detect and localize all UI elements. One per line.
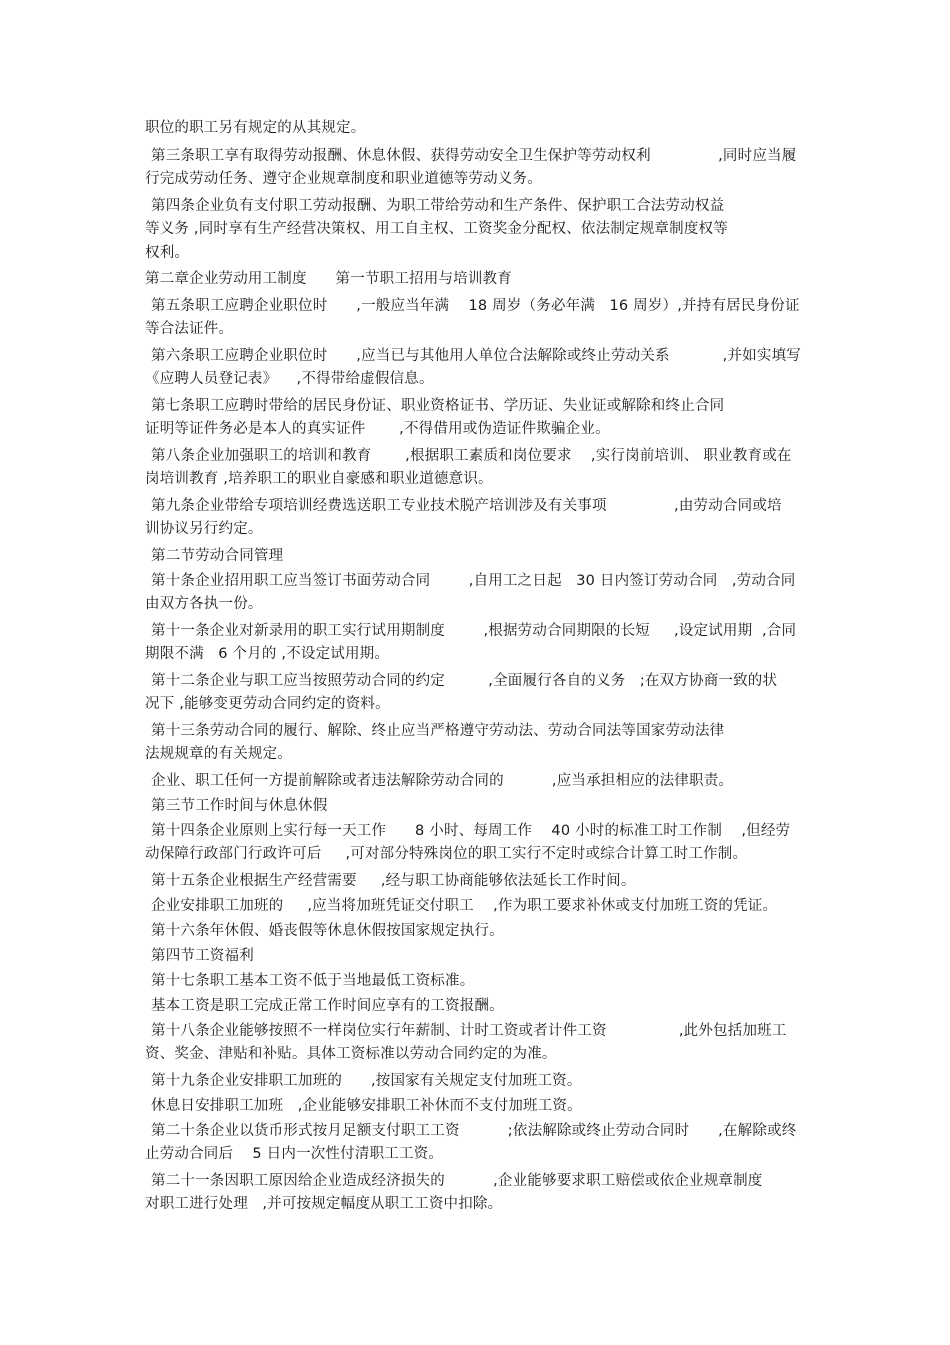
text-line: 权利。	[145, 245, 190, 261]
text-line: 动保障行政部门行政许可后 ,可对部分特殊岗位的职工实行不定时或综合计算工时工作制。	[145, 846, 748, 862]
text-line: 第十四条企业原则上实行每一天工作 8 小时、每周工作 40 小时的标准工时工作制 ,但经劳	[151, 823, 791, 839]
text-line: 法规规章的有关规定。	[145, 746, 292, 762]
text-line: 第十五条企业根据生产经营需要 ,经与职工协商能够依法延长工作时间。	[151, 873, 636, 889]
text-line: 休息日安排职工加班 ,企业能够安排职工补休而不支付加班工资。	[151, 1098, 582, 1114]
text-line: 第十七条职工基本工资不低于当地最低工资标准。	[151, 973, 475, 989]
text-line: 第五条职工应聘企业职位时 ,一般应当年满 18 周岁（务必年满 16 周岁）,并持有居民身份证	[151, 298, 800, 314]
text-line: 等义务 ,同时享有生产经营决策权、用工自主权、工资奖金分配权、依法制定规章制度权等	[145, 221, 728, 237]
text-line: 第三条职工享有取得劳动报酬、休息休假、获得劳动安全卫生保护等劳动权利 ,同时应当履	[151, 148, 797, 164]
text-line: 训协议另行约定。	[145, 521, 263, 537]
text-line: 第八条企业加强职工的培训和教育 ,根据职工素质和岗位要求 ,实行岗前培训、 职业教育或在	[151, 448, 792, 464]
text-line: 职位的职工另有规定的从其规定。	[145, 120, 366, 136]
text-line: 岗培训教育 ,培养职工的职业自豪感和职业道德意识。	[145, 471, 493, 487]
text-line: 第九条企业带给专项培训经费选送职工专业技术脱产培训涉及有关事项 ,由劳动合同或培	[151, 498, 782, 514]
text-line: 对职工进行处理 ,并可按规定幅度从职工工资中扣除。	[145, 1196, 503, 1212]
text-line: 行完成劳动任务、遵守企业规章制度和职业道德等劳动义务。	[145, 171, 542, 187]
text-line: 期限不满 6 个月的 ,不设定试用期。	[145, 646, 390, 662]
section-heading: 第三节工作时间与休息休假	[151, 798, 328, 814]
text-line: 第七条职工应聘时带给的居民身份证、职业资格证书、学历证、失业证或解除和终止合同	[151, 398, 725, 414]
section-heading: 第二章企业劳动用工制度 第一节职工招用与培训教育	[145, 271, 512, 287]
text-line: 证明等证件务必是本人的真实证件 ,不得借用或伪造证件欺骗企业。	[145, 421, 610, 437]
text-line: 第二十条企业以货币形式按月足额支付职工工资 ;依法解除或终止劳动合同时 ,在解除或终	[151, 1123, 797, 1139]
text-line: 第四条企业负有支付职工劳动报酬、为职工带给劳动和生产条件、保护职工合法劳动权益	[151, 198, 725, 214]
text-line: 第二十一条因职工原因给企业造成经济损失的 ,企业能够要求职工赔偿或依企业规章制度	[151, 1173, 763, 1189]
text-line: 企业安排职工加班的 ,应当将加班凭证交付职工 ,作为职工要求补休或支付加班工资的凭证。	[151, 898, 778, 914]
text-line: 第十九条企业安排职工加班的 ,按国家有关规定支付加班工资。	[151, 1073, 582, 1089]
text-line: 第十六条年休假、婚丧假等休息休假按国家规定执行。	[151, 923, 504, 939]
text-line: 《应聘人员登记表》 ,不得带给虚假信息。	[145, 371, 434, 387]
text-line: 资、奖金、津贴和补贴。具体工资标准以劳动合同约定的为准。	[145, 1046, 557, 1062]
text-line: 况下 ,能够变更劳动合同约定的资料。	[145, 696, 390, 712]
text-line: 第十八条企业能够按照不一样岗位实行年薪制、计时工资或者计件工资 ,此外包括加班工	[151, 1023, 787, 1039]
text-line: 第十二条企业与职工应当按照劳动合同的约定 ,全面履行各自的义务 ;在双方协商一致的状	[151, 673, 778, 689]
text-line: 第十一条企业对新录用的职工实行试用期制度 ,根据劳动合同期限的长短 ,设定试用期 ,合同	[151, 623, 797, 639]
section-heading: 第四节工资福利	[151, 948, 254, 964]
text-line: 第六条职工应聘企业职位时 ,应当已与其他用人单位合法解除或终止劳动关系 ,并如实填写	[151, 348, 801, 364]
text-line: 止劳动合同后 5 日内一次性付清职工工资。	[145, 1146, 444, 1162]
text-line: 第十条企业招用职工应当签订书面劳动合同 ,自用工之日起 30 日内签订劳动合同 ,劳动合同	[151, 573, 796, 589]
text-line: 基本工资是职工完成正常工作时间应享有的工资报酬。	[151, 998, 504, 1014]
text-line: 企业、职工任何一方提前解除或者违法解除劳动合同的 ,应当承担相应的法律职责。	[151, 773, 734, 789]
text-line: 等合法证件。	[145, 321, 234, 337]
text-line: 由双方各执一份。	[145, 596, 263, 612]
text-line: 第十三条劳动合同的履行、解除、终止应当严格遵守劳动法、劳动合同法等国家劳动法律	[151, 723, 725, 739]
section-heading: 第二节劳动合同管理	[151, 548, 284, 564]
